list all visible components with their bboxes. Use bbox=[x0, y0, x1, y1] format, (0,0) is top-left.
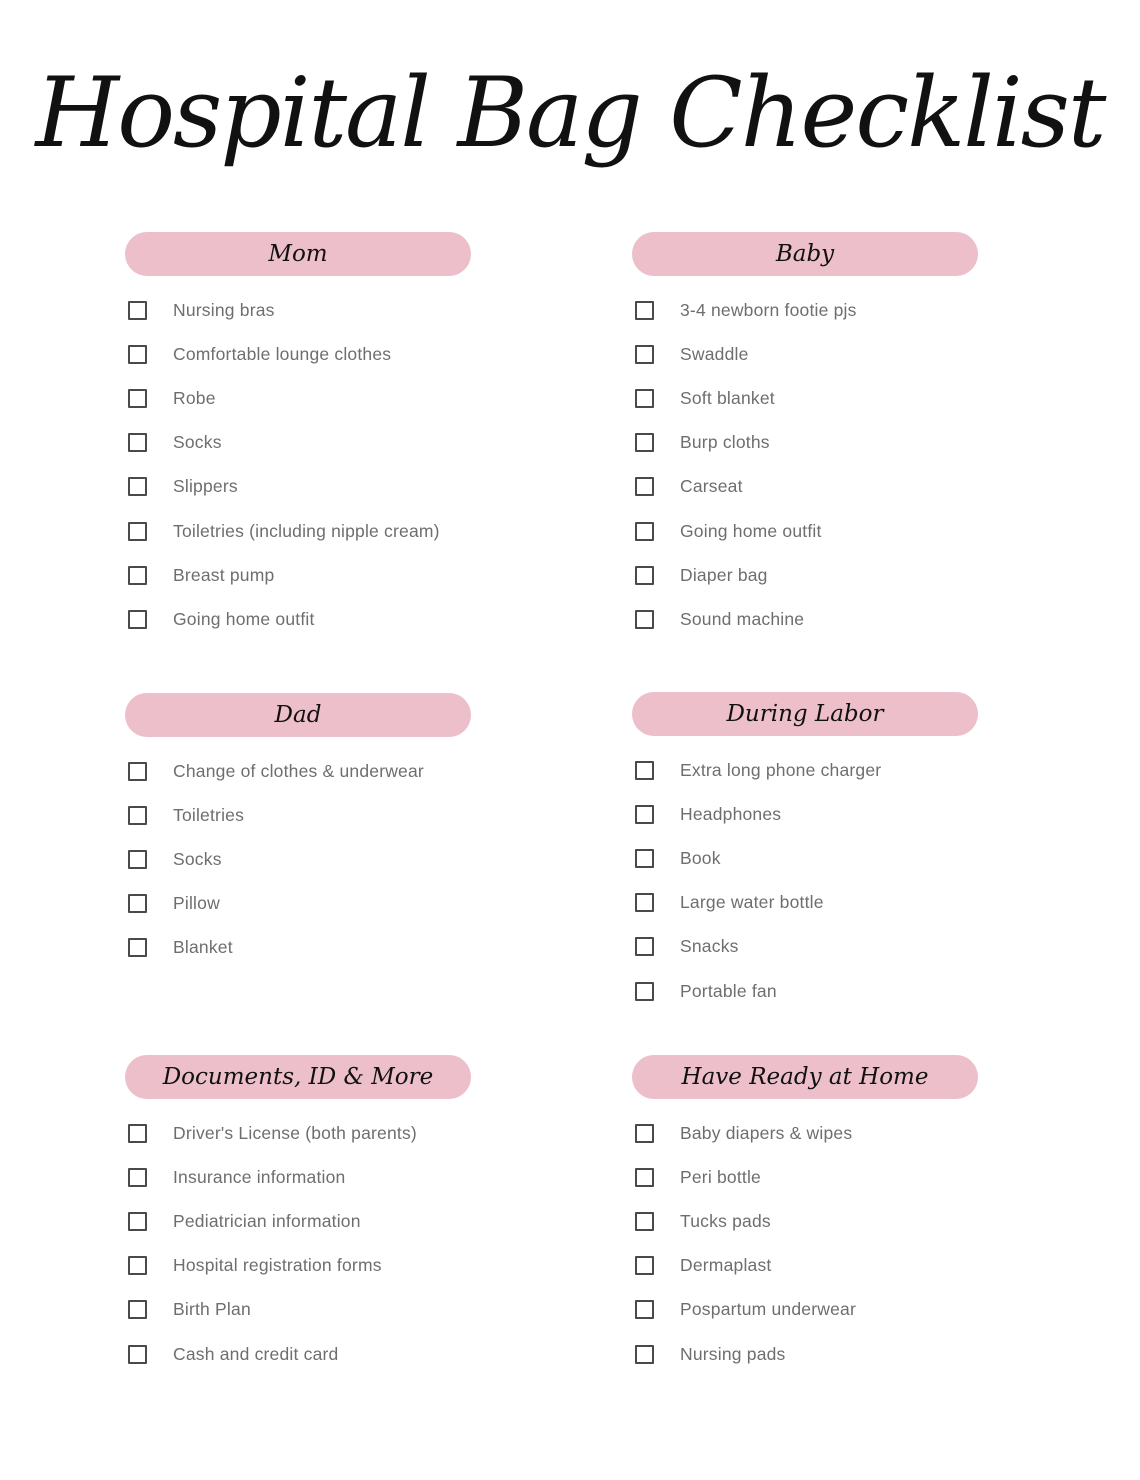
checklist bbox=[635, 748, 881, 1013]
section-heading: Have Ready at Home bbox=[632, 1055, 978, 1099]
checklist-item-label: Dermaplast bbox=[680, 1255, 772, 1276]
section-heading: Documents, ID & More bbox=[125, 1055, 471, 1099]
checklist-item bbox=[635, 1155, 856, 1199]
checkbox[interactable] bbox=[635, 982, 654, 1001]
checklist-item bbox=[128, 1111, 417, 1155]
checklist-item bbox=[128, 1332, 417, 1376]
checkbox[interactable] bbox=[635, 1256, 654, 1275]
checklist-item bbox=[128, 597, 440, 641]
checkbox[interactable] bbox=[635, 566, 654, 585]
checklist-item bbox=[128, 1155, 417, 1199]
section-heading: Baby bbox=[632, 232, 978, 276]
checklist bbox=[635, 288, 857, 642]
checkbox[interactable] bbox=[635, 1124, 654, 1143]
section-heading: During Labor bbox=[632, 692, 978, 736]
checkbox[interactable] bbox=[128, 938, 147, 957]
checklist-item-label: Breast pump bbox=[173, 564, 275, 585]
checklist-item bbox=[128, 749, 424, 793]
checklist-item bbox=[128, 553, 440, 597]
checklist-item bbox=[635, 836, 881, 880]
checklist-item-label: Going home outfit bbox=[680, 520, 822, 541]
checklist-item bbox=[635, 1288, 856, 1332]
checklist-item-label: Extra long phone charger bbox=[680, 759, 882, 780]
checklist-item-label: Robe bbox=[173, 387, 216, 408]
checklist-item bbox=[635, 1111, 856, 1155]
checkbox[interactable] bbox=[128, 566, 147, 585]
checkbox[interactable] bbox=[128, 1256, 147, 1275]
checklist-item bbox=[635, 1199, 856, 1243]
checklist-item bbox=[635, 553, 857, 597]
checkbox[interactable] bbox=[128, 610, 147, 629]
checklist bbox=[128, 749, 424, 970]
checklist-item bbox=[128, 1199, 417, 1243]
checklist-item-label: Snacks bbox=[680, 936, 739, 957]
checklist-item-label: Nursing pads bbox=[680, 1343, 786, 1364]
checkbox[interactable] bbox=[128, 345, 147, 364]
checkbox[interactable] bbox=[128, 762, 147, 781]
checkbox[interactable] bbox=[635, 893, 654, 912]
checkbox[interactable] bbox=[128, 522, 147, 541]
checklist-item-label: Pillow bbox=[173, 893, 220, 914]
section-heading: Dad bbox=[125, 693, 471, 737]
checklist-item-label: Socks bbox=[173, 432, 222, 453]
checkbox[interactable] bbox=[635, 1345, 654, 1364]
checkbox[interactable] bbox=[128, 1212, 147, 1231]
checklist-item bbox=[635, 969, 881, 1013]
checklist-item-label: Book bbox=[680, 847, 721, 868]
section-heading: Mom bbox=[125, 232, 471, 276]
checklist-item bbox=[128, 837, 424, 881]
checkbox[interactable] bbox=[635, 1212, 654, 1231]
checkbox[interactable] bbox=[128, 1124, 147, 1143]
checklist-item bbox=[128, 1244, 417, 1288]
checklist-item-label: Cash and credit card bbox=[173, 1343, 339, 1364]
checklist-item-label: Carseat bbox=[680, 476, 743, 497]
checkbox[interactable] bbox=[635, 1300, 654, 1319]
checklist-item-label: Pediatrician information bbox=[173, 1210, 361, 1231]
checklist-item bbox=[635, 792, 881, 836]
checklist-item bbox=[128, 465, 440, 509]
checklist-item-label: 3-4 newborn footie pjs bbox=[680, 299, 857, 320]
checklist-item-label: Insurance information bbox=[173, 1166, 346, 1187]
checkbox[interactable] bbox=[128, 894, 147, 913]
checklist bbox=[128, 288, 440, 642]
checkbox[interactable] bbox=[128, 1300, 147, 1319]
checkbox[interactable] bbox=[128, 477, 147, 496]
checklist-item-label: Toiletries bbox=[173, 804, 245, 825]
checklist-item bbox=[635, 925, 881, 969]
checkbox[interactable] bbox=[635, 301, 654, 320]
checklist-item bbox=[635, 332, 857, 376]
checkbox[interactable] bbox=[128, 1168, 147, 1187]
checklist-item bbox=[635, 288, 857, 332]
checklist-item bbox=[128, 288, 440, 332]
checklist-item-label: Toiletries (including nipple cream) bbox=[173, 520, 440, 541]
checklist-item bbox=[635, 748, 881, 792]
checkbox[interactable] bbox=[128, 850, 147, 869]
checklist-item-label: Hospital registration forms bbox=[173, 1255, 382, 1276]
checkbox[interactable] bbox=[635, 805, 654, 824]
checklist-item-label: Slippers bbox=[173, 476, 238, 497]
checklist-item bbox=[635, 509, 857, 553]
checklist-item bbox=[635, 881, 881, 925]
checkbox[interactable] bbox=[128, 301, 147, 320]
checkbox[interactable] bbox=[635, 389, 654, 408]
checklist bbox=[128, 1111, 417, 1376]
checklist-item-label: Burp cloths bbox=[680, 432, 770, 453]
checkbox[interactable] bbox=[635, 849, 654, 868]
checklist-item-label: Soft blanket bbox=[680, 387, 775, 408]
checkbox[interactable] bbox=[635, 761, 654, 780]
checklist-item-label: Diaper bag bbox=[680, 564, 768, 585]
checkbox[interactable] bbox=[128, 1345, 147, 1364]
checklist-item bbox=[128, 926, 424, 970]
checklist-item-label: Socks bbox=[173, 848, 222, 869]
checklist-item-label: Change of clothes & underwear bbox=[173, 760, 424, 781]
checklist-item bbox=[128, 793, 424, 837]
checklist-item-label: Swaddle bbox=[680, 343, 749, 364]
checklist-item-label: Nursing bras bbox=[173, 299, 275, 320]
checkbox[interactable] bbox=[128, 433, 147, 452]
checklist-item-label: Blanket bbox=[173, 937, 233, 958]
checklist-item bbox=[635, 1244, 856, 1288]
checklist-item-label: Comfortable lounge clothes bbox=[173, 343, 392, 364]
checkbox[interactable] bbox=[635, 345, 654, 364]
checkbox[interactable] bbox=[635, 1168, 654, 1187]
checklist-item-label: Driver's License (both parents) bbox=[173, 1122, 417, 1143]
checklist-item-label: Headphones bbox=[680, 803, 782, 824]
checkbox[interactable] bbox=[635, 937, 654, 956]
checklist-item bbox=[128, 332, 440, 376]
checklist-item-label: Tucks pads bbox=[680, 1210, 771, 1231]
checkbox[interactable] bbox=[128, 389, 147, 408]
checklist-item bbox=[635, 376, 857, 420]
checklist-item bbox=[635, 421, 857, 465]
checklist-item bbox=[128, 882, 424, 926]
checkbox[interactable] bbox=[635, 477, 654, 496]
checklist-item bbox=[128, 509, 440, 553]
checklist-item-label: Large water bottle bbox=[680, 892, 824, 913]
checklist-item bbox=[128, 376, 440, 420]
checklist bbox=[635, 1111, 856, 1376]
checklist-item bbox=[128, 421, 440, 465]
checklist-item-label: Baby diapers & wipes bbox=[680, 1122, 853, 1143]
checklist-item-label: Birth Plan bbox=[173, 1299, 251, 1320]
checklist-item-label: Pospartum underwear bbox=[680, 1299, 856, 1320]
checklist-item-label: Peri bottle bbox=[680, 1166, 761, 1187]
checklist-item-label: Sound machine bbox=[680, 608, 805, 629]
page-title: Hospital Bag Checklist bbox=[35, 57, 1105, 169]
checklist-item bbox=[128, 1288, 417, 1332]
checkbox[interactable] bbox=[635, 610, 654, 629]
checkbox[interactable] bbox=[128, 806, 147, 825]
checklist-item-label: Going home outfit bbox=[173, 608, 315, 629]
checklist-item-label: Portable fan bbox=[680, 980, 777, 1001]
checkbox[interactable] bbox=[635, 522, 654, 541]
checkbox[interactable] bbox=[635, 433, 654, 452]
checklist-item bbox=[635, 597, 857, 641]
checklist-item bbox=[635, 465, 857, 509]
checklist-item bbox=[635, 1332, 856, 1376]
